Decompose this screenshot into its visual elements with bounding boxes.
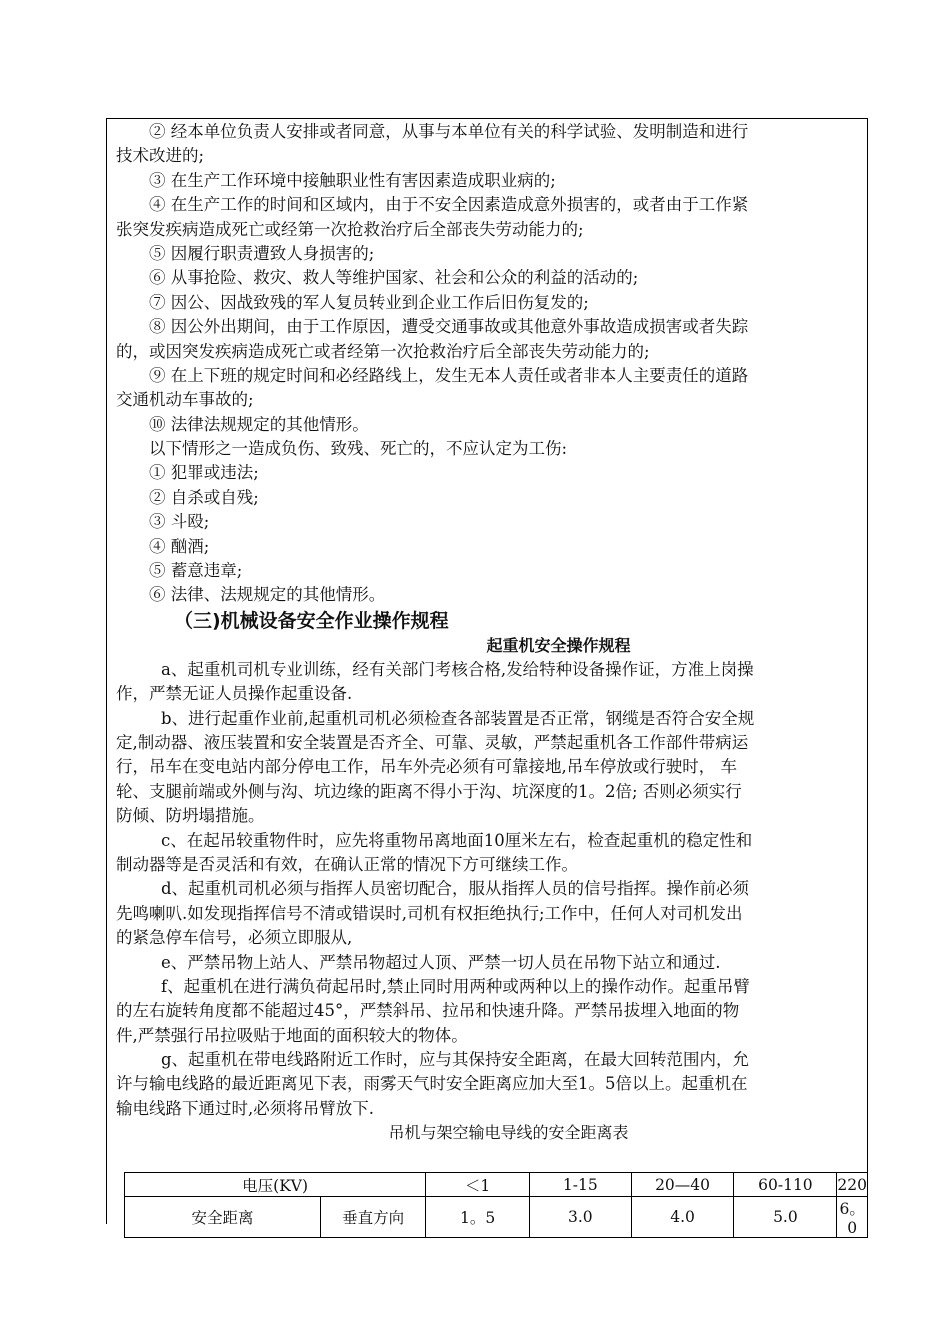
voltage-cell: ＜1 bbox=[426, 1173, 530, 1197]
paragraph-line: ⑤ 因履行职责遭致人身损害的; bbox=[149, 243, 375, 263]
paragraph-line: ⑥ 法律、法规规定的其他情形。 bbox=[149, 585, 386, 605]
rule-line: 许与输电线路的最近距离见下表，雨雾天气时安全距离应加大至1。5倍以上。起重机在 bbox=[116, 1074, 748, 1094]
rule-line: 防倾、防坍塌措施。 bbox=[116, 806, 265, 826]
distance-cell: 5.0 bbox=[734, 1197, 837, 1238]
voltage-cell: 20—40 bbox=[631, 1173, 734, 1197]
paragraph-line: ③ 斗殴; bbox=[149, 512, 210, 532]
rule-line: f、起重机在进行满负荷起吊时,禁止同时用两种或两种以上的操作动作。起重吊臂 bbox=[161, 976, 750, 996]
paragraph-line: ① 犯罪或违法; bbox=[149, 463, 259, 483]
direction-label-cell: 垂直方向 bbox=[321, 1197, 426, 1238]
paragraph-line: 张突发疾病造成死亡或经第一次抢救治疗后全部丧失劳动能力的; bbox=[116, 219, 584, 239]
paragraph-line: ② 自杀或自残; bbox=[149, 487, 259, 507]
paragraph-line: 以下情形之一造成负伤、致残、死亡的，不应认定为工伤: bbox=[149, 439, 568, 459]
section-title: （三)机械设备安全作业操作规程 bbox=[174, 609, 449, 632]
paragraph-line: ③ 在生产工作环境中接触职业性有害因素造成职业病的; bbox=[149, 170, 556, 190]
rule-line: b、进行起重作业前,起重机司机必须检查各部装置是否正常，钢缆是否符合安全规 bbox=[161, 708, 755, 728]
subsection-title: 起重机安全操作规程 bbox=[486, 635, 631, 655]
paragraph-line: ⑦ 因公、因战致残的军人复员转业到企业工作后旧伤复发的; bbox=[149, 292, 589, 312]
distance-label-cell: 安全距离 bbox=[125, 1197, 321, 1238]
safety-distance-table bbox=[124, 1172, 868, 1238]
rule-line: 件,严禁强行吊拉吸贴于地面的面积较大的物体。 bbox=[116, 1025, 468, 1045]
rule-line: 作，严禁无证人员操作起重设备. bbox=[116, 684, 353, 704]
paragraph-line: ② 经本单位负责人安排或者同意，从事与本单位有关的科学试验、发明制造和进行 bbox=[149, 122, 749, 141]
rule-line: 的紧急停车信号，必须立即服从, bbox=[116, 928, 353, 948]
rule-line: 的左右旋转角度都不能超过45°，严禁斜吊、拉吊和快速升降。严禁吊拔埋入地面的物 bbox=[116, 1001, 740, 1021]
paragraph-line: ⑥ 从事抢险、救灾、救人等维护国家、社会和公众的利益的活动的; bbox=[149, 268, 639, 288]
paragraph-line: ⑤ 蓄意违章; bbox=[149, 561, 243, 581]
paragraph-line: ④ 酗酒; bbox=[149, 536, 210, 556]
rule-line: c、在起吊较重物件时，应先将重物吊离地面10厘米左右，检查起重机的稳定性和 bbox=[161, 830, 753, 850]
rule-line: e、严禁吊物上站人、严禁吊物超过人顶、严禁一切人员在吊物下站立和通过. bbox=[161, 952, 721, 972]
rule-line: 制动器等是否灵活和有效，在确认正常的情况下方可继续工作。 bbox=[116, 854, 578, 874]
paragraph-list bbox=[116, 120, 861, 608]
rule-line: a、起重机司机专业训练，经有关部门考核合格,发给特种设备操作证，方准上岗操 bbox=[161, 659, 754, 679]
rule-line: 轮、支腿前端或外侧与沟、坑边缘的距离不得小于沟、坑深度的1。2倍; 否则必须实行 bbox=[116, 781, 742, 801]
voltage-cell: 60-110 bbox=[734, 1173, 837, 1197]
voltage-cell: 220 bbox=[837, 1173, 868, 1197]
distance-cell: 6。0 bbox=[837, 1197, 868, 1238]
rule-line: 先鸣喇叭.如发现指挥信号不清或错误时,司机有权拒绝执行;工作中，任何人对司机发出 bbox=[116, 903, 743, 923]
distance-cell: 4.0 bbox=[631, 1197, 734, 1238]
voltage-cell: 1-15 bbox=[529, 1173, 631, 1197]
paragraph-line: ④ 在生产工作的时间和区域内，由于不安全因素造成意外损害的，或者由于工作紧 bbox=[149, 195, 749, 215]
rule-line: g、起重机在带电线路附近工作时，应与其保持安全距离，在最大回转范围内，允 bbox=[161, 1050, 750, 1070]
paragraph-line: 的，或因突发疾病造成死亡或者经第一次抢救治疗后全部丧失劳动能力的; bbox=[116, 341, 650, 361]
voltage-header-cell: 电压(KV) bbox=[125, 1173, 426, 1197]
paragraph-line: 交通机动车事故的; bbox=[116, 390, 254, 410]
distance-cell: 1。5 bbox=[426, 1197, 530, 1238]
distance-cell: 3.0 bbox=[529, 1197, 631, 1238]
paragraph-line: ⑨ 在上下班的规定时间和必经路线上，发生无本人责任或者非本人主要责任的道路 bbox=[149, 365, 749, 385]
paragraph-line: ⑩ 法律法规规定的其他情形。 bbox=[149, 414, 369, 434]
table-data-row bbox=[125, 1197, 868, 1238]
table-caption: 吊机与架空输电导线的安全距离表 bbox=[388, 1123, 629, 1143]
rule-line: d、起重机司机必须与指挥人员密切配合，服从指挥人员的信号指挥。操作前必须 bbox=[161, 879, 750, 899]
paragraph-line: ⑧ 因公外出期间，由于工作原因，遭受交通事故或其他意外事故造成损害或者失踪 bbox=[149, 317, 749, 337]
paragraph-line: 技术改进的; bbox=[116, 146, 205, 166]
rule-line: 定,制动器、液压装置和安全装置是否齐全、可靠、灵敏，严禁起重机各工作部件带病运 bbox=[116, 732, 749, 752]
table-header-row bbox=[125, 1173, 868, 1197]
rule-line: 输电线路下通过时,必须将吊臂放下. bbox=[116, 1098, 374, 1118]
rule-line: 行，吊车在变电站内部分停电工作，吊车外壳必须有可靠接地,吊车停放或行驶时， 车 bbox=[116, 757, 737, 777]
document-body bbox=[116, 120, 861, 1145]
rule-list bbox=[116, 658, 861, 1121]
